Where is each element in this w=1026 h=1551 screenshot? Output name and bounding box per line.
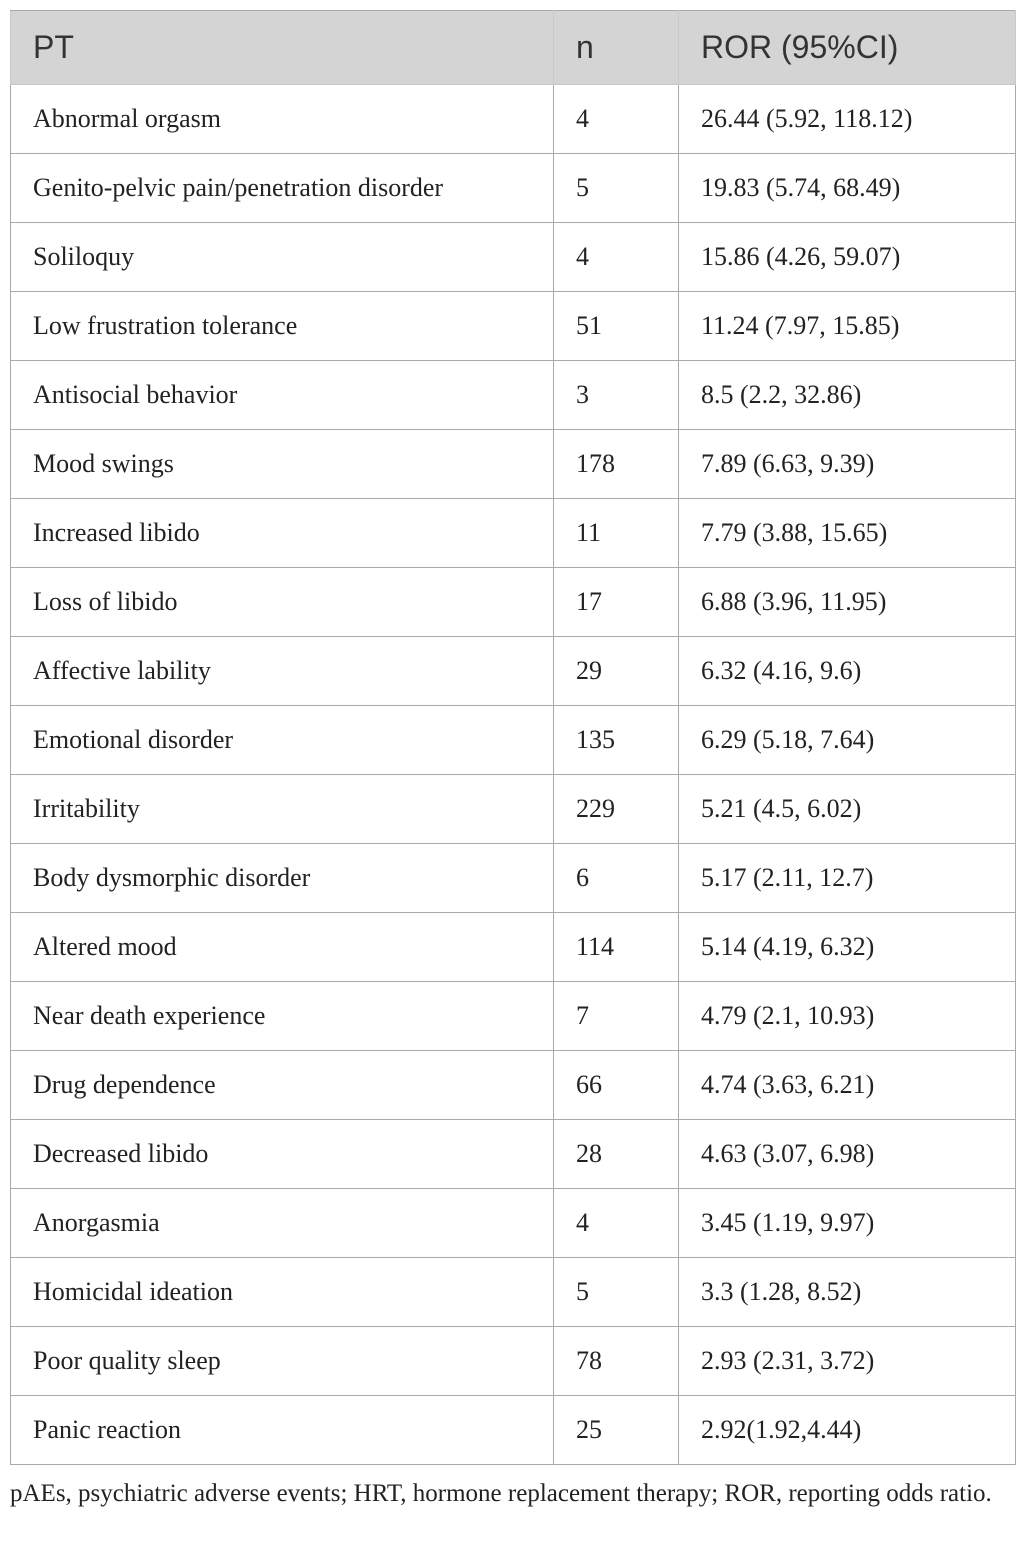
cell-n: 25 xyxy=(554,1396,679,1465)
table-row xyxy=(11,1189,1016,1258)
cell-ror: 5.17 (2.11, 12.7) xyxy=(679,844,1016,913)
cell-n: 17 xyxy=(554,568,679,637)
table-footnote: pAEs, psychiatric adverse events; HRT, hormone replacement therapy; ROR, reporting odds ratio. xyxy=(10,1480,992,1507)
table-header xyxy=(11,11,1016,85)
cell-n: 5 xyxy=(554,154,679,223)
cell-ror: 7.89 (6.63, 9.39) xyxy=(679,430,1016,499)
cell-n: 4 xyxy=(554,85,679,154)
cell-pt: Altered mood xyxy=(11,913,554,982)
cell-pt: Increased libido xyxy=(11,499,554,568)
cell-pt: Abnormal orgasm xyxy=(11,85,554,154)
column-header-ror: ROR (95%CI) xyxy=(679,11,1016,85)
cell-ror: 8.5 (2.2, 32.86) xyxy=(679,361,1016,430)
cell-ror: 4.63 (3.07, 6.98) xyxy=(679,1120,1016,1189)
table-row xyxy=(11,85,1016,154)
cell-ror: 5.21 (4.5, 6.02) xyxy=(679,775,1016,844)
cell-ror: 2.93 (2.31, 3.72) xyxy=(679,1327,1016,1396)
cell-ror: 3.45 (1.19, 9.97) xyxy=(679,1189,1016,1258)
cell-ror: 11.24 (7.97, 15.85) xyxy=(679,292,1016,361)
table-row xyxy=(11,292,1016,361)
table-row xyxy=(11,361,1016,430)
cell-pt: Genito-pelvic pain/penetration disorder xyxy=(11,154,554,223)
table-row xyxy=(11,430,1016,499)
cell-n: 7 xyxy=(554,982,679,1051)
cell-n: 11 xyxy=(554,499,679,568)
data-table-container xyxy=(10,10,1015,1465)
cell-pt: Poor quality sleep xyxy=(11,1327,554,1396)
cell-pt: Panic reaction xyxy=(11,1396,554,1465)
cell-pt: Emotional disorder xyxy=(11,706,554,775)
cell-pt: Low frustration tolerance xyxy=(11,292,554,361)
cell-ror: 15.86 (4.26, 59.07) xyxy=(679,223,1016,292)
cell-ror: 6.32 (4.16, 9.6) xyxy=(679,637,1016,706)
cell-pt: Decreased libido xyxy=(11,1120,554,1189)
cell-pt: Affective lability xyxy=(11,637,554,706)
cell-pt: Anorgasmia xyxy=(11,1189,554,1258)
cell-n: 229 xyxy=(554,775,679,844)
table-row xyxy=(11,706,1016,775)
column-header-pt: PT xyxy=(11,11,554,85)
table-row xyxy=(11,637,1016,706)
table-row xyxy=(11,1396,1016,1465)
cell-n: 28 xyxy=(554,1120,679,1189)
table-row xyxy=(11,1327,1016,1396)
cell-pt: Loss of libido xyxy=(11,568,554,637)
cell-n: 4 xyxy=(554,1189,679,1258)
table-row xyxy=(11,913,1016,982)
table-row xyxy=(11,223,1016,292)
table-row xyxy=(11,775,1016,844)
table-row xyxy=(11,982,1016,1051)
cell-n: 4 xyxy=(554,223,679,292)
cell-ror: 7.79 (3.88, 15.65) xyxy=(679,499,1016,568)
cell-n: 178 xyxy=(554,430,679,499)
cell-n: 29 xyxy=(554,637,679,706)
cell-pt: Irritability xyxy=(11,775,554,844)
cell-ror: 4.79 (2.1, 10.93) xyxy=(679,982,1016,1051)
cell-n: 51 xyxy=(554,292,679,361)
data-table xyxy=(10,10,1016,1465)
table-row xyxy=(11,1258,1016,1327)
cell-n: 6 xyxy=(554,844,679,913)
cell-n: 78 xyxy=(554,1327,679,1396)
cell-pt: Mood swings xyxy=(11,430,554,499)
table-row xyxy=(11,499,1016,568)
cell-pt: Homicidal ideation xyxy=(11,1258,554,1327)
cell-n: 5 xyxy=(554,1258,679,1327)
table-row xyxy=(11,1051,1016,1120)
column-header-n: n xyxy=(554,11,679,85)
cell-pt: Soliloquy xyxy=(11,223,554,292)
cell-pt: Drug dependence xyxy=(11,1051,554,1120)
cell-ror: 19.83 (5.74, 68.49) xyxy=(679,154,1016,223)
cell-n: 66 xyxy=(554,1051,679,1120)
cell-pt: Antisocial behavior xyxy=(11,361,554,430)
table-body xyxy=(11,85,1016,1465)
header-row xyxy=(11,11,1016,85)
cell-ror: 26.44 (5.92, 118.12) xyxy=(679,85,1016,154)
cell-ror: 6.88 (3.96, 11.95) xyxy=(679,568,1016,637)
table-row xyxy=(11,844,1016,913)
cell-ror: 6.29 (5.18, 7.64) xyxy=(679,706,1016,775)
cell-ror: 2.92(1.92,4.44) xyxy=(679,1396,1016,1465)
cell-pt: Body dysmorphic disorder xyxy=(11,844,554,913)
cell-n: 114 xyxy=(554,913,679,982)
table-row xyxy=(11,1120,1016,1189)
table-row xyxy=(11,568,1016,637)
cell-pt: Near death experience xyxy=(11,982,554,1051)
cell-n: 135 xyxy=(554,706,679,775)
cell-n: 3 xyxy=(554,361,679,430)
cell-ror: 4.74 (3.63, 6.21) xyxy=(679,1051,1016,1120)
cell-ror: 3.3 (1.28, 8.52) xyxy=(679,1258,1016,1327)
table-row xyxy=(11,154,1016,223)
cell-ror: 5.14 (4.19, 6.32) xyxy=(679,913,1016,982)
